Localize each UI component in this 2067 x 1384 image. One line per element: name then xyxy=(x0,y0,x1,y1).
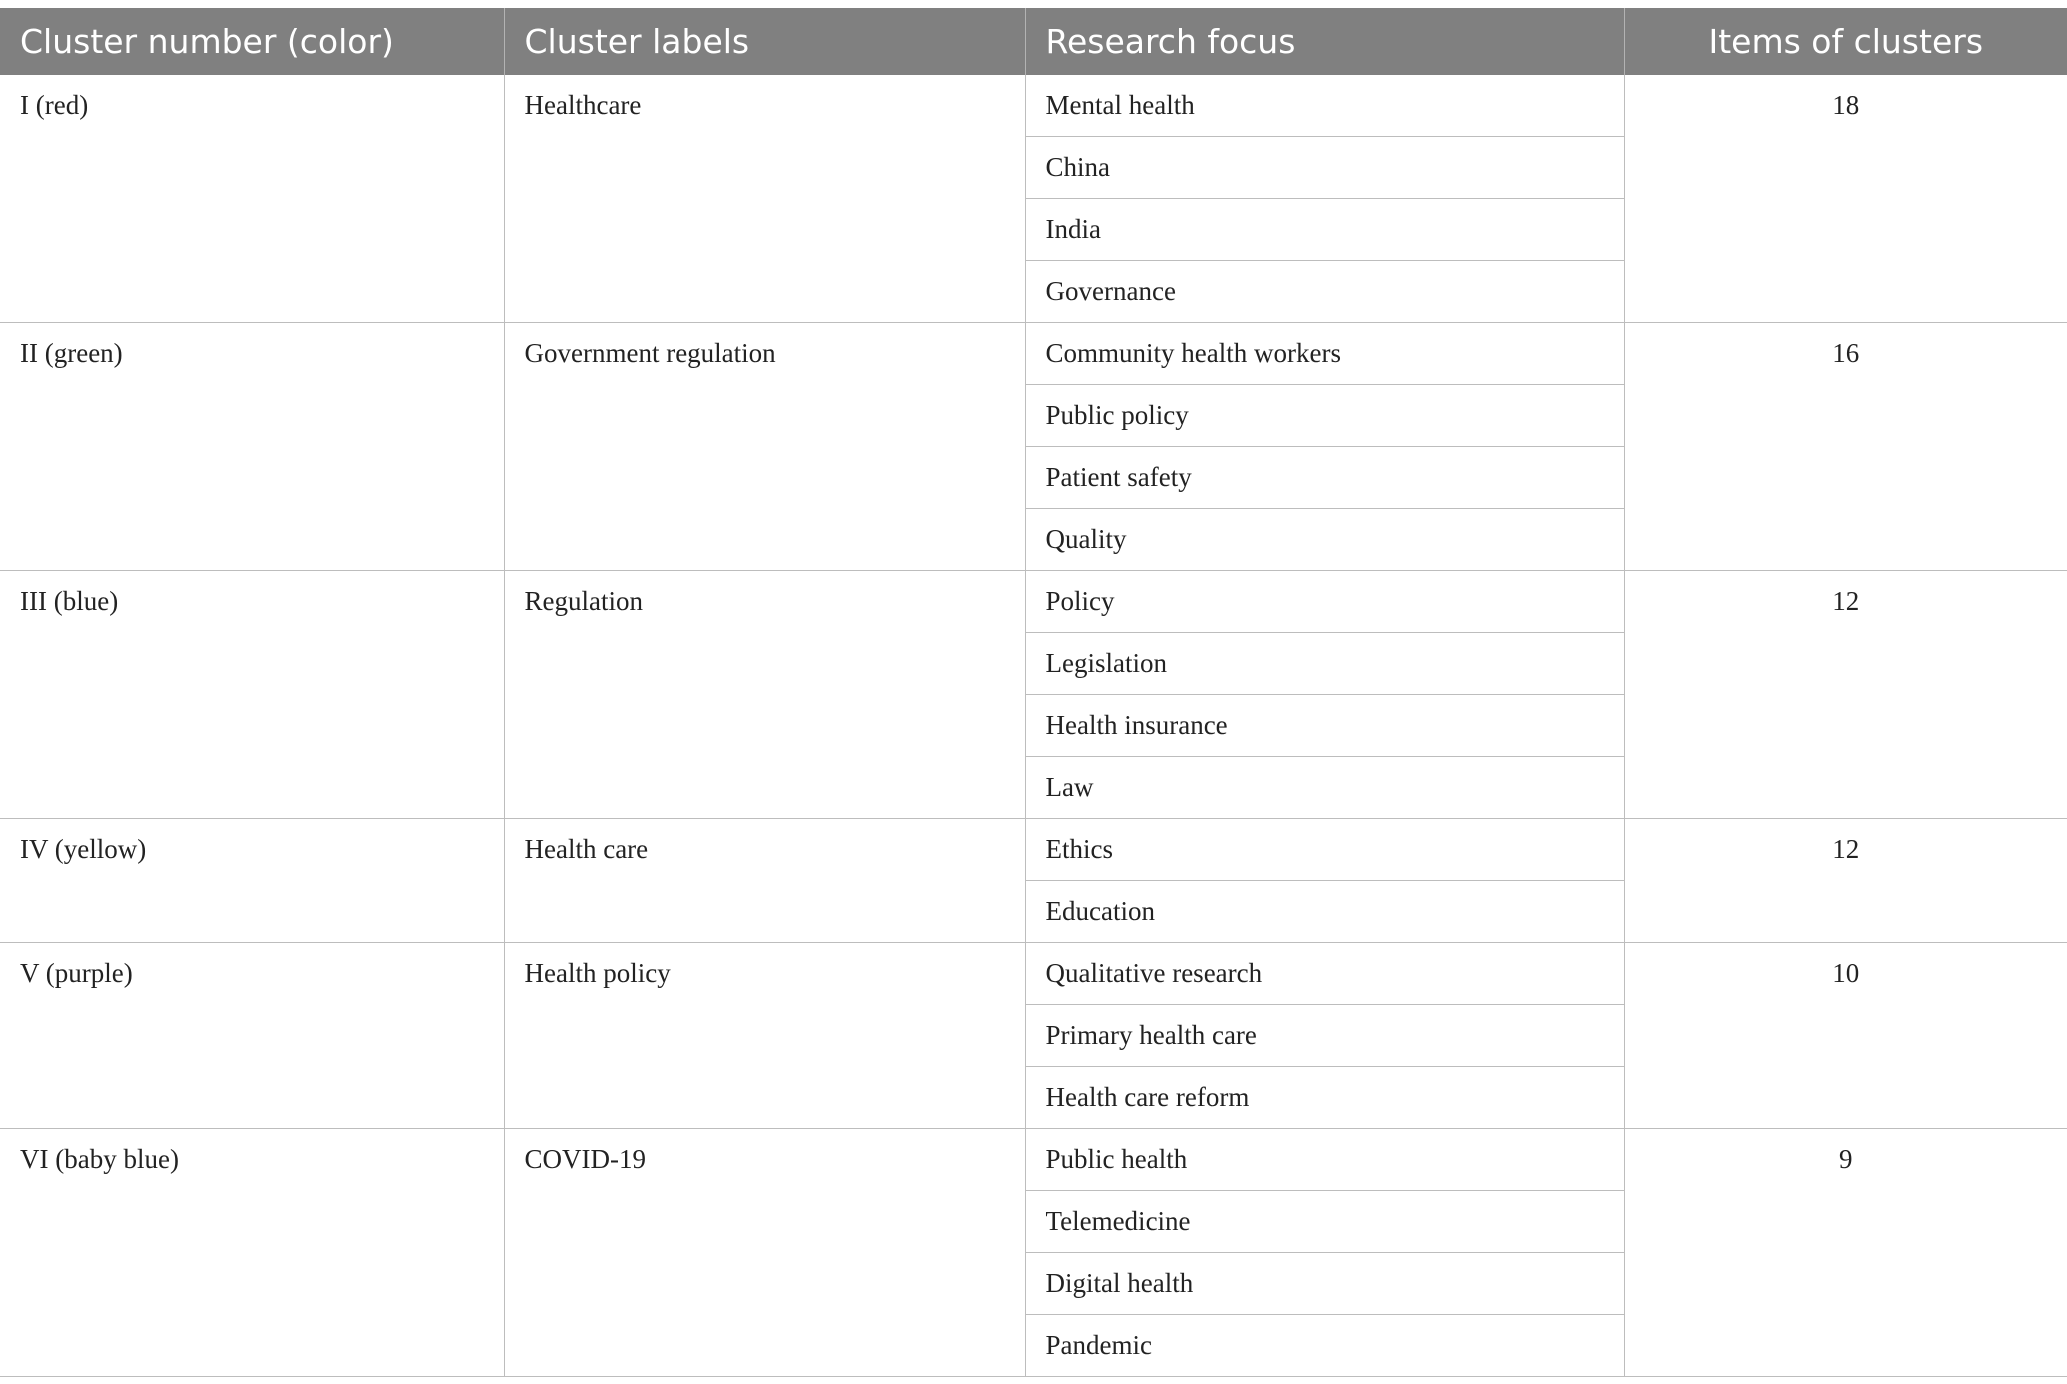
research-focus-cell: Digital health xyxy=(1025,1253,1624,1315)
research-focus-cell: Health care reform xyxy=(1025,1067,1624,1129)
cluster-label-cell: Healthcare xyxy=(504,75,1025,323)
cluster-number-cell: I (red) xyxy=(0,75,504,323)
header-row xyxy=(0,8,2067,75)
table-body xyxy=(0,75,2067,1377)
table-row xyxy=(0,819,2067,881)
table-header xyxy=(0,8,2067,75)
cluster-label-cell: Health policy xyxy=(504,943,1025,1129)
research-focus-cell: Law xyxy=(1025,757,1624,819)
cluster-number-cell: III (blue) xyxy=(0,571,504,819)
research-focus-cell: Quality xyxy=(1025,509,1624,571)
cluster-items-cell: 10 xyxy=(1624,943,2067,1129)
research-focus-cell: China xyxy=(1025,137,1624,199)
research-focus-cell: Qualitative research xyxy=(1025,943,1624,1005)
cluster-table xyxy=(0,8,2067,1377)
table-row xyxy=(0,75,2067,137)
cluster-label-cell: COVID-19 xyxy=(504,1129,1025,1377)
research-focus-cell: Governance xyxy=(1025,261,1624,323)
header-cluster-number: Cluster number (color) xyxy=(0,8,504,75)
header-items-of-clusters: Items of clusters xyxy=(1624,8,2067,75)
research-focus-cell: Pandemic xyxy=(1025,1315,1624,1377)
table-row xyxy=(0,943,2067,1005)
cluster-items-cell: 12 xyxy=(1624,819,2067,943)
cluster-items-cell: 16 xyxy=(1624,323,2067,571)
table-row xyxy=(0,323,2067,385)
research-focus-cell: Ethics xyxy=(1025,819,1624,881)
research-focus-cell: Patient safety xyxy=(1025,447,1624,509)
cluster-number-cell: IV (yellow) xyxy=(0,819,504,943)
cluster-number-cell: V (purple) xyxy=(0,943,504,1129)
research-focus-cell: Public policy xyxy=(1025,385,1624,447)
cluster-label-cell: Government regulation xyxy=(504,323,1025,571)
research-focus-cell: Legislation xyxy=(1025,633,1624,695)
research-focus-cell: Mental health xyxy=(1025,75,1624,137)
cluster-items-cell: 12 xyxy=(1624,571,2067,819)
cluster-items-cell: 9 xyxy=(1624,1129,2067,1377)
header-research-focus: Research focus xyxy=(1025,8,1624,75)
cluster-table-container xyxy=(0,8,2067,1377)
research-focus-cell: Primary health care xyxy=(1025,1005,1624,1067)
table-row xyxy=(0,571,2067,633)
research-focus-cell: Telemedicine xyxy=(1025,1191,1624,1253)
research-focus-cell: Health insurance xyxy=(1025,695,1624,757)
cluster-number-cell: II (green) xyxy=(0,323,504,571)
cluster-items-cell: 18 xyxy=(1624,75,2067,323)
research-focus-cell: Education xyxy=(1025,881,1624,943)
research-focus-cell: India xyxy=(1025,199,1624,261)
research-focus-cell: Public health xyxy=(1025,1129,1624,1191)
table-row xyxy=(0,1129,2067,1191)
header-cluster-labels: Cluster labels xyxy=(504,8,1025,75)
cluster-number-cell: VI (baby blue) xyxy=(0,1129,504,1377)
research-focus-cell: Community health workers xyxy=(1025,323,1624,385)
cluster-label-cell: Regulation xyxy=(504,571,1025,819)
research-focus-cell: Policy xyxy=(1025,571,1624,633)
cluster-label-cell: Health care xyxy=(504,819,1025,943)
